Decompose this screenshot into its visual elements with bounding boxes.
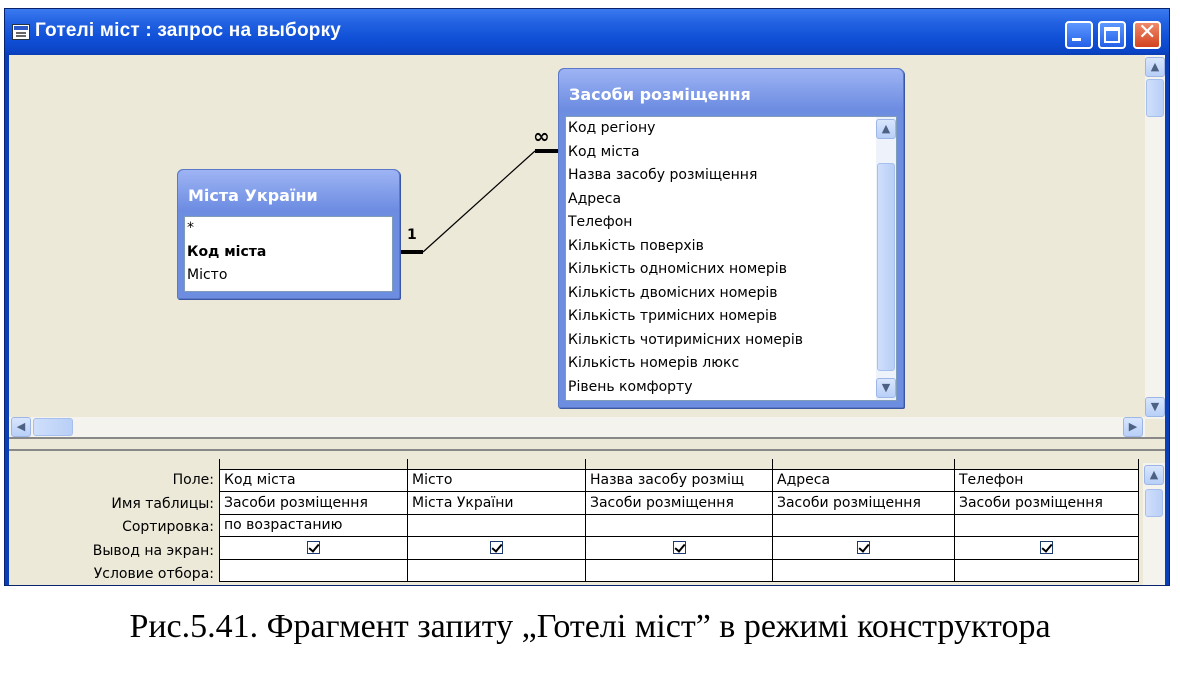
show-checkbox[interactable] [490, 541, 503, 554]
field-item[interactable]: Телефон [568, 214, 633, 230]
show-cell [955, 537, 1139, 560]
close-button[interactable] [1133, 21, 1161, 49]
query-designer-window [4, 8, 1170, 586]
show-checkbox[interactable] [857, 541, 870, 554]
row-label-table: Имя таблицы: [111, 495, 214, 512]
field-cell[interactable]: Місто [408, 469, 586, 492]
column-selector[interactable] [955, 459, 1139, 469]
window-title: Готелі міст : запрос на выборку [35, 20, 342, 41]
field-list-title[interactable]: Засоби розміщення [559, 69, 903, 111]
scroll-thumb[interactable] [33, 418, 73, 436]
maximize-button[interactable] [1098, 21, 1126, 49]
field-list-scrollbar[interactable] [876, 117, 896, 400]
field-item[interactable]: Кількість чотиримісних номерів [568, 331, 804, 348]
upper-vertical-scrollbar[interactable] [1145, 55, 1165, 419]
column-selector[interactable] [220, 459, 408, 469]
show-cell [586, 537, 773, 560]
criteria-row [220, 559, 1139, 582]
row-label-criteria: Условие отбора: [93, 566, 214, 582]
scroll-up-icon[interactable]: ▲ [1145, 57, 1165, 77]
field-row [220, 469, 1139, 492]
criteria-cell[interactable] [408, 559, 586, 582]
row-label-field: Поле: [172, 472, 214, 488]
row-label-sort: Сортировка: [122, 519, 214, 535]
show-row [220, 537, 1139, 560]
sort-cell[interactable]: по возрастанию [220, 514, 408, 537]
scroll-thumb[interactable] [877, 163, 895, 371]
figure-caption: Рис.5.41. Фрагмент запиту „Готелі міст” в режимі конструктора [129, 608, 1051, 645]
field-list-zasoby-rozmishchennia[interactable] [558, 68, 904, 408]
sort-cell[interactable] [408, 514, 586, 537]
field-list-title[interactable]: Міста України [178, 170, 399, 212]
column-selector[interactable] [408, 459, 586, 469]
sort-row [220, 514, 1139, 537]
query-window-icon[interactable] [12, 24, 30, 40]
show-cell [408, 537, 586, 560]
field-list-body[interactable] [565, 116, 897, 401]
scroll-down-icon[interactable]: ▼ [1145, 397, 1165, 417]
upper-horizontal-scrollbar[interactable] [9, 417, 1145, 437]
design-grid-pane[interactable] [9, 451, 1165, 585]
field-item[interactable]: Назва засобу розміщення [568, 167, 758, 183]
scroll-thumb[interactable] [1146, 79, 1164, 117]
column-selector[interactable] [586, 459, 773, 469]
scroll-left-icon[interactable]: ◀ [11, 417, 31, 437]
relationship-many-label: ∞ [533, 124, 550, 148]
column-selector[interactable] [773, 459, 955, 469]
query-design-grid [219, 459, 1139, 582]
criteria-cell[interactable] [220, 559, 408, 582]
criteria-cell[interactable] [955, 559, 1139, 582]
show-checkbox[interactable] [307, 541, 320, 554]
table-cell[interactable]: Засоби розміщення [955, 492, 1139, 515]
grid-row-labels [9, 469, 217, 587]
minimize-button[interactable] [1065, 21, 1093, 49]
field-cell[interactable]: Адреса [773, 469, 955, 492]
show-checkbox[interactable] [1040, 541, 1053, 554]
scroll-up-icon[interactable]: ▲ [1144, 465, 1164, 485]
row-label-show: Вывод на экран: [92, 542, 214, 559]
grid-vertical-scrollbar[interactable] [1143, 463, 1165, 585]
field-item[interactable]: Кількість одномісних номерів [568, 261, 787, 277]
field-item[interactable]: Кількість номерів люкс [568, 355, 740, 371]
table-cell[interactable]: Засоби розміщення [586, 492, 773, 515]
scroll-down-icon[interactable]: ▼ [876, 378, 896, 398]
criteria-cell[interactable] [586, 559, 773, 582]
field-item[interactable]: Кількість поверхів [568, 237, 704, 254]
field-item[interactable]: * [187, 220, 194, 236]
table-row [220, 492, 1139, 515]
field-item[interactable]: Код міста [187, 243, 267, 260]
sort-cell[interactable] [586, 514, 773, 537]
scroll-up-icon[interactable]: ▲ [876, 119, 896, 139]
show-checkbox[interactable] [673, 541, 686, 554]
relationship-one-label: 1 [407, 227, 417, 243]
scroll-thumb[interactable] [1145, 489, 1163, 517]
field-item[interactable]: Код регіону [568, 120, 656, 136]
title-bar[interactable] [5, 9, 1169, 53]
table-cell[interactable]: Засоби розміщення [220, 492, 408, 515]
show-cell [773, 537, 955, 560]
table-cell[interactable]: Засоби розміщення [773, 492, 955, 515]
field-item[interactable]: Кількість двомісних номерів [568, 284, 778, 301]
field-item[interactable]: Адреса [568, 190, 622, 207]
table-cell[interactable]: Міста України [408, 492, 586, 515]
table-pane[interactable] [9, 55, 1165, 437]
field-cell[interactable]: Назва засобу розміщ [586, 469, 773, 492]
close-icon: ✕ [1138, 20, 1157, 45]
field-item[interactable]: Рівень комфорту [568, 378, 693, 395]
pane-splitter[interactable] [9, 437, 1165, 451]
sort-cell[interactable] [773, 514, 955, 537]
field-cell[interactable]: Код міста [220, 469, 408, 492]
field-item[interactable]: Місто [187, 267, 228, 283]
show-cell [220, 537, 408, 560]
field-list-body[interactable] [184, 216, 393, 292]
field-item[interactable]: Код міста [568, 143, 640, 160]
field-list-mista-ukrainy[interactable] [177, 169, 400, 299]
scroll-right-icon[interactable]: ▶ [1123, 417, 1143, 437]
field-item[interactable]: Кількість тримісних номерів [568, 308, 778, 324]
column-selector-row [220, 459, 1139, 469]
criteria-cell[interactable] [773, 559, 955, 582]
field-cell[interactable]: Телефон [955, 469, 1139, 492]
sort-cell[interactable] [955, 514, 1139, 537]
